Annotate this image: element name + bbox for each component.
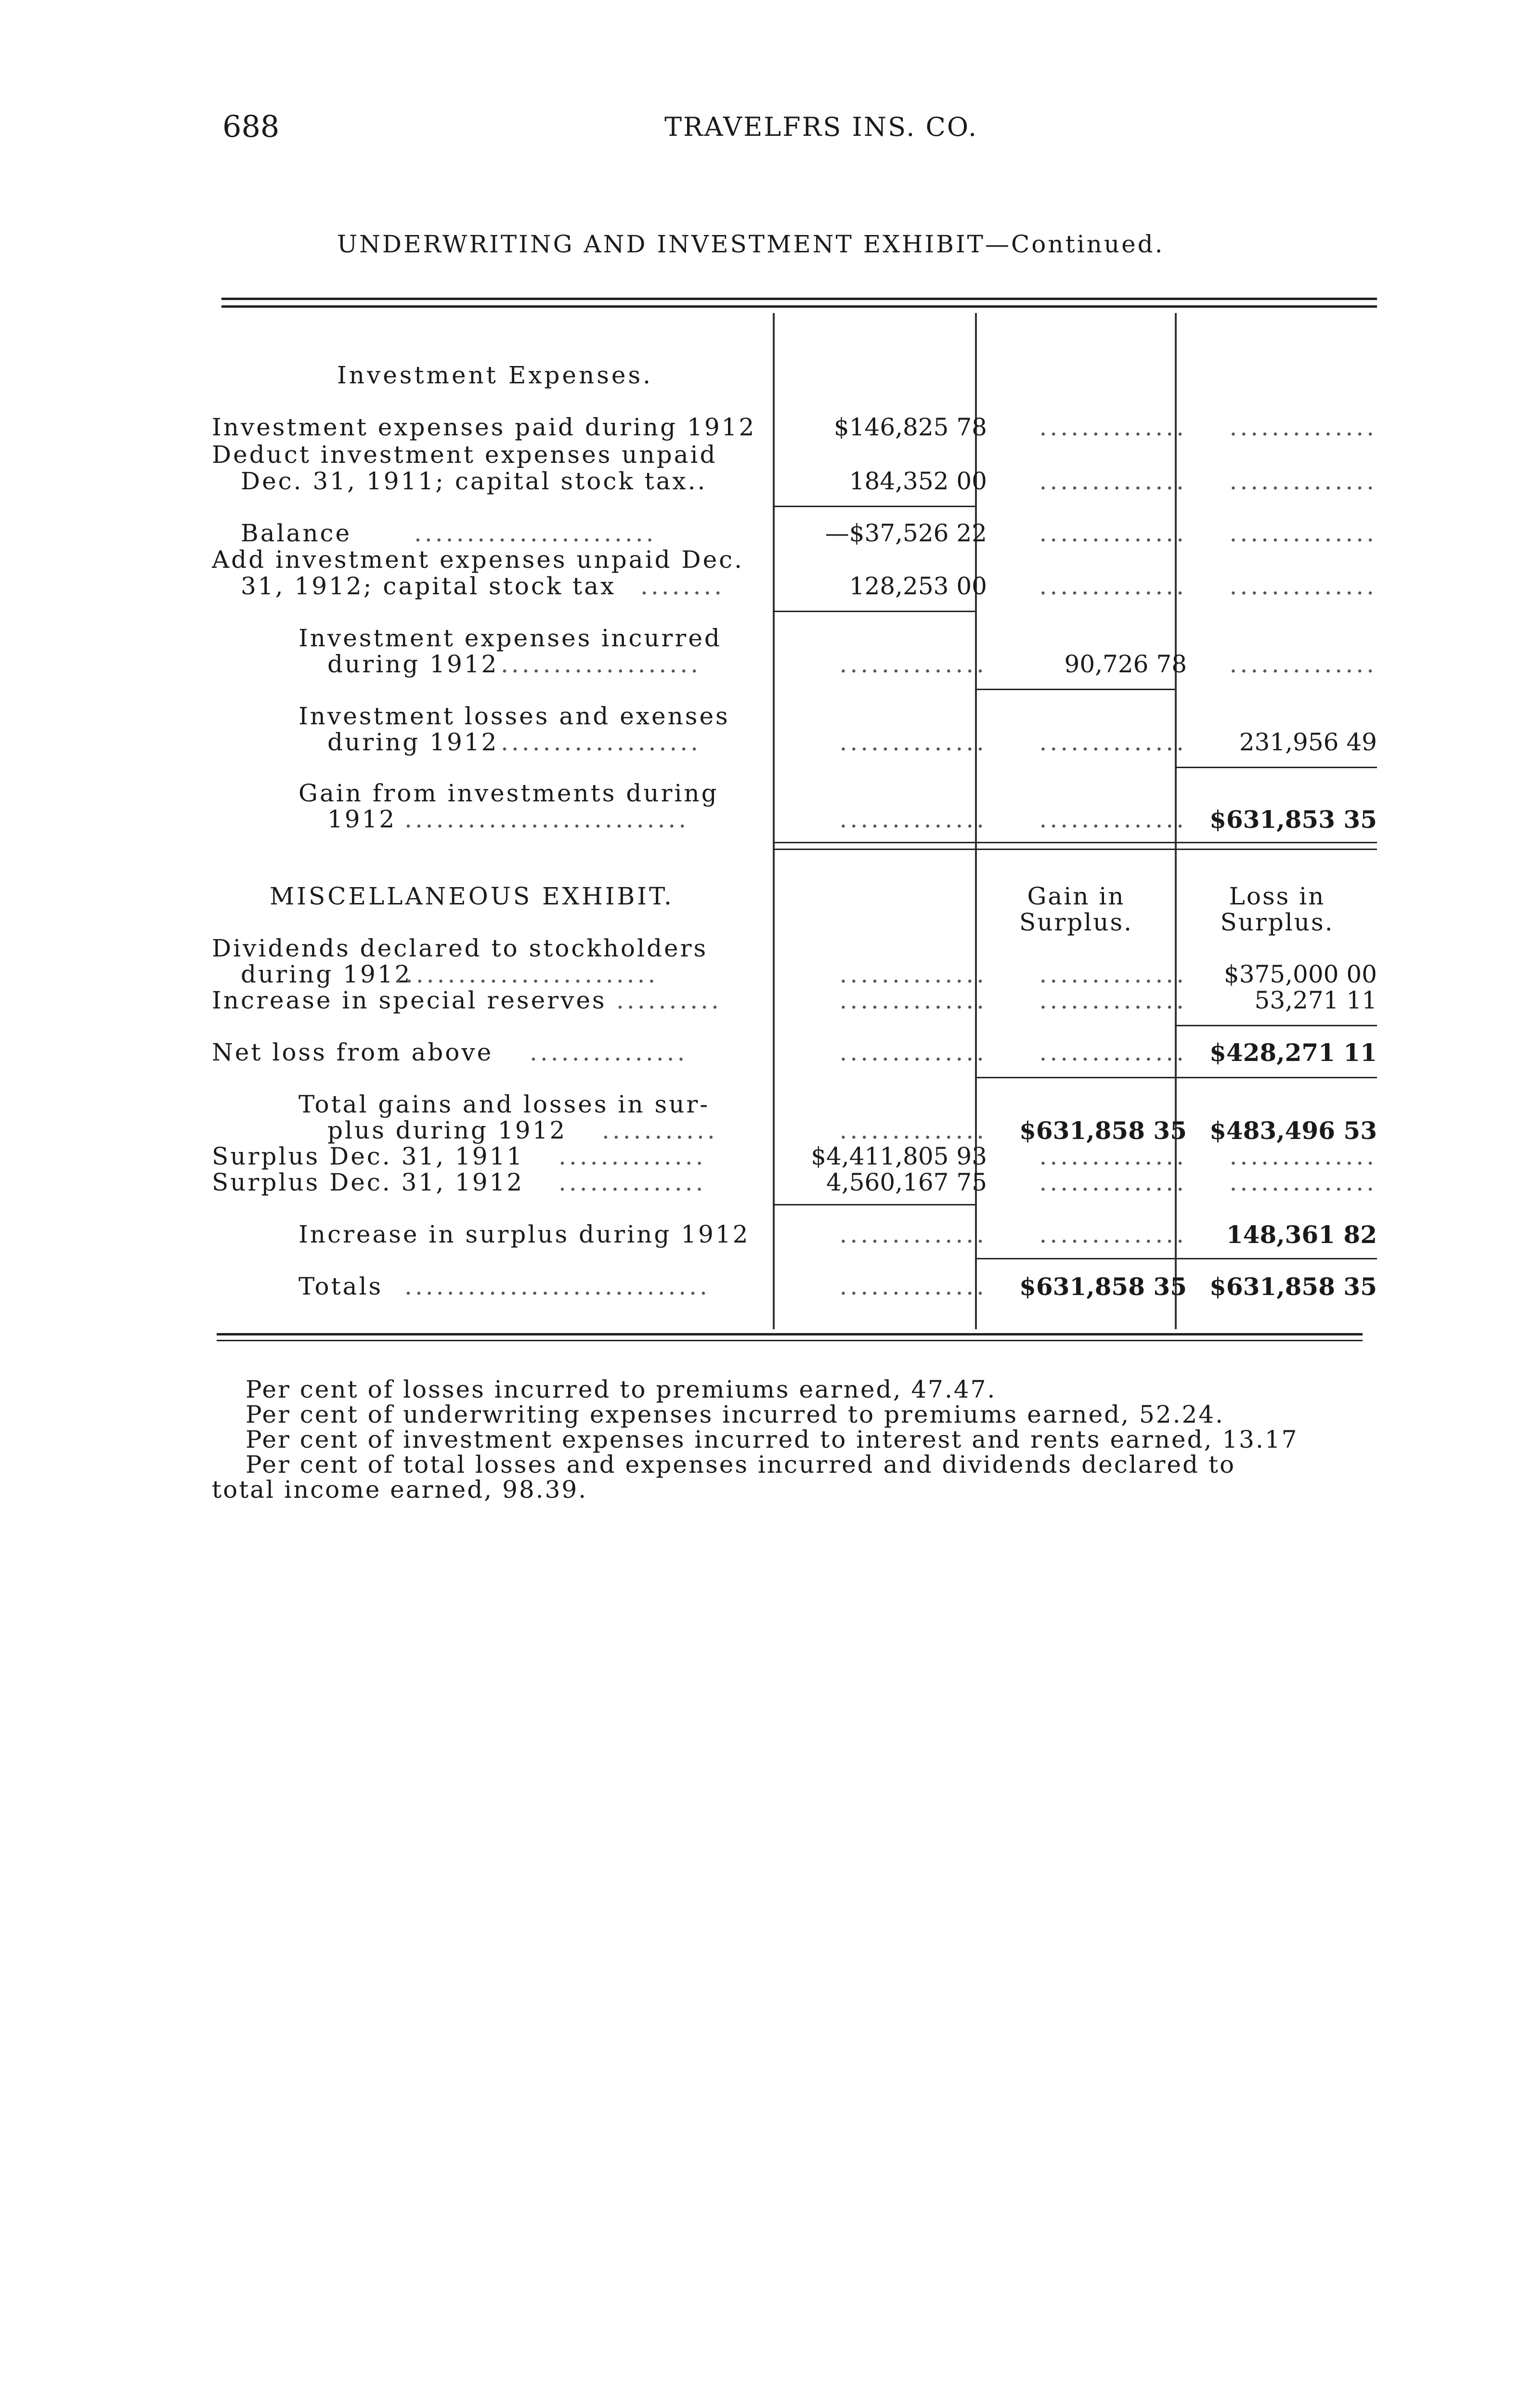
col3-value: $631,853 35	[1209, 805, 1377, 834]
row-label: Surplus Dec. 31, 1912	[212, 1168, 524, 1196]
leader-dots: ..............	[1039, 413, 1187, 441]
col2-value: $631,858 35	[1019, 1116, 1187, 1145]
col2-head-line1: Gain in	[1027, 882, 1125, 910]
leader-dots: ..............	[1039, 1220, 1187, 1248]
sum-rule	[773, 506, 975, 507]
col3-value: $375,000 00	[1223, 960, 1377, 988]
leader-dots: ...........	[602, 1116, 718, 1144]
leader-dots: ..............	[1039, 960, 1187, 988]
leader-dots: ..............	[839, 960, 987, 988]
row-label: 31, 1912; capital stock tax	[241, 572, 616, 600]
leader-dots: ..............	[839, 1220, 987, 1248]
leader-dots: ..............	[1039, 805, 1187, 833]
leader-dots: ..............	[1229, 519, 1377, 547]
sum-rule	[975, 689, 1175, 690]
col2-value: $631,858 35	[1019, 1272, 1187, 1301]
table-row	[212, 1168, 1377, 1197]
row-label: Surplus Dec. 31, 1911	[212, 1142, 524, 1170]
leader-dots: ..............	[1229, 572, 1377, 600]
table-row	[212, 441, 1377, 470]
footnote: total income earned, 98.39.	[212, 1476, 588, 1504]
misc-heading: MISCELLANEOUS EXHIBIT.	[270, 882, 674, 910]
leader-dots: ..............	[1039, 572, 1187, 600]
sum-rule	[975, 1258, 1377, 1259]
table-row	[212, 1116, 1377, 1145]
sum-rule	[975, 1077, 1377, 1078]
row-label: during 1912	[241, 960, 412, 988]
leader-dots: ...........................	[404, 805, 689, 833]
leader-dots: ..............	[1229, 650, 1377, 678]
col3-value: $428,271 11	[1209, 1038, 1377, 1067]
leader-dots: ...................	[501, 650, 701, 678]
leader-dots: ..............	[839, 1272, 987, 1300]
table-row	[212, 1090, 1377, 1119]
col3-value: 53,271 11	[1254, 986, 1377, 1014]
col1-value: 4,560,167 75	[826, 1168, 987, 1196]
leader-dots: ..............	[1039, 1168, 1187, 1196]
table-row	[212, 702, 1377, 731]
col3-value: $483,496 53	[1209, 1116, 1377, 1145]
col3-head-line1: Loss in	[1229, 882, 1325, 910]
leader-dots: ..............	[1229, 467, 1377, 495]
bottom-rule	[217, 1333, 1363, 1335]
table-row	[212, 1220, 1377, 1249]
leader-dots: ..............	[1039, 728, 1187, 756]
row-label: during 1912	[327, 728, 499, 756]
top-rule	[221, 298, 1377, 300]
leader-dots: ..............	[559, 1168, 706, 1196]
table-row	[212, 519, 1377, 548]
table-row	[212, 934, 1377, 963]
leader-dots: ...............	[530, 1038, 688, 1066]
leader-dots: ..............	[1039, 467, 1187, 495]
row-label: Net loss from above	[212, 1038, 494, 1066]
footnote: Per cent of losses incurred to premiums earned, 47.47.	[246, 1375, 997, 1403]
leader-dots: ..............	[559, 1142, 706, 1170]
top-rule-2	[221, 305, 1377, 308]
row-label: Investment losses and exenses	[299, 702, 730, 730]
table-row	[212, 413, 1377, 442]
leader-dots: ..............	[1039, 1142, 1187, 1170]
leader-dots: ..............	[1039, 519, 1187, 547]
footnote: Per cent of total losses and expenses incurred and dividends declared to	[246, 1451, 1236, 1479]
leader-dots: ..............	[1229, 1142, 1377, 1170]
leader-dots: ..........	[616, 986, 722, 1014]
table-row	[212, 572, 1377, 601]
leader-dots: ..............	[839, 728, 987, 756]
row-label: Balance	[241, 519, 352, 547]
table-row	[212, 1142, 1377, 1171]
table-row	[212, 960, 1377, 989]
row-label: 1912	[327, 805, 397, 833]
col1-value: 184,352 00	[849, 467, 987, 495]
leader-dots: ..............	[839, 1038, 987, 1066]
col3-value: 231,956 49	[1239, 728, 1377, 756]
leader-dots: ..............	[1229, 413, 1377, 441]
row-label: Dec. 31, 1911; capital stock tax..	[241, 467, 707, 495]
row-label: Investment expenses paid during 1912	[212, 413, 756, 441]
row-label: Total gains and losses in sur-	[299, 1090, 710, 1118]
leader-dots: ........	[640, 572, 725, 600]
col3-value: $631,858 35	[1209, 1272, 1377, 1301]
table-row	[212, 1038, 1377, 1067]
table-row	[212, 728, 1377, 757]
row-label: Totals	[299, 1272, 383, 1300]
leader-dots: ..............	[839, 1116, 987, 1144]
row-label: Increase in special reserves	[212, 986, 607, 1014]
bottom-rule-2	[217, 1340, 1363, 1341]
leader-dots: ..............	[1039, 1038, 1187, 1066]
col2-value: 90,726 78	[1064, 650, 1187, 678]
row-label: Deduct investment expenses unpaid	[212, 441, 717, 469]
footnote: Per cent of underwriting expenses incurred to premiums earned, 52.24.	[246, 1400, 1225, 1428]
double-rule	[773, 849, 1377, 850]
row-label: during 1912	[327, 650, 499, 678]
double-rule	[773, 842, 1377, 843]
investment-heading: Investment Expenses.	[337, 361, 653, 389]
footnote: Per cent of investment expenses incurred to interest and rents earned, 13.17	[246, 1426, 1299, 1453]
table-row	[212, 779, 1377, 808]
row-label: Gain from investments during	[299, 779, 719, 807]
leader-dots: ...................	[501, 728, 701, 756]
page-number: 688	[222, 109, 280, 144]
table-row	[212, 650, 1377, 679]
leader-dots: .......................	[414, 519, 657, 547]
leader-dots: ..............	[1229, 1168, 1377, 1196]
row-label: Investment expenses incurred	[299, 624, 722, 652]
col1-value: $4,411,805 93	[811, 1142, 987, 1170]
row-label: plus during 1912	[327, 1116, 567, 1144]
sum-rule	[1175, 1025, 1377, 1026]
sum-rule	[773, 611, 975, 612]
exhibit-title: UNDERWRITING AND INVESTMENT EXHIBIT—Continued.	[337, 230, 1165, 258]
table-row	[212, 624, 1377, 653]
sum-rule	[1175, 767, 1377, 768]
table-row	[212, 805, 1377, 834]
col1-value: 128,253 00	[849, 572, 987, 600]
sum-rule	[773, 1204, 975, 1205]
table-row	[212, 467, 1377, 496]
table-row	[212, 986, 1377, 1015]
leader-dots: ..............	[839, 986, 987, 1014]
table-row	[212, 546, 1377, 575]
col3-head-line2: Surplus.	[1220, 908, 1334, 936]
leader-dots: .............................	[404, 1272, 710, 1300]
leader-dots: ..............	[839, 650, 987, 678]
col3-value: 148,361 82	[1226, 1220, 1377, 1249]
leader-dots: ..............	[839, 805, 987, 833]
leader-dots: ..............	[1039, 986, 1187, 1014]
row-label: Add investment expenses unpaid Dec.	[212, 546, 744, 574]
row-label: Increase in surplus during 1912	[299, 1220, 750, 1248]
running-head: TRAVELFRS INS. CO.	[664, 112, 978, 142]
row-label: Dividends declared to stockholders	[212, 934, 708, 962]
leader-dots: .........................	[395, 960, 659, 988]
col1-value: —$37,526 22	[825, 519, 987, 547]
col2-head-line2: Surplus.	[1019, 908, 1133, 936]
table-row	[212, 1272, 1377, 1301]
col1-value: $146,825 78	[833, 413, 987, 441]
